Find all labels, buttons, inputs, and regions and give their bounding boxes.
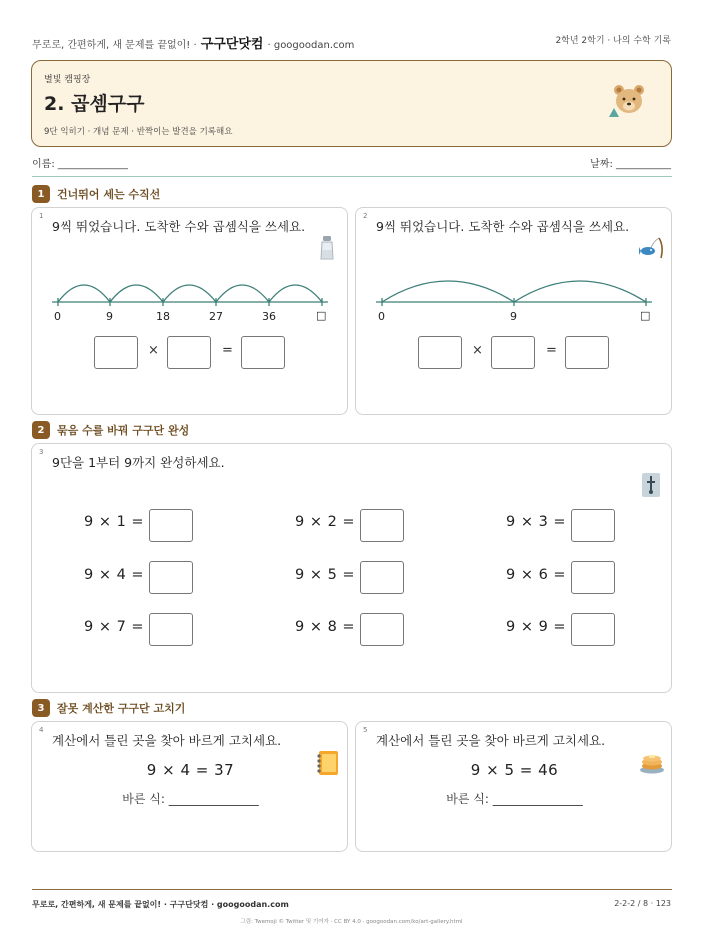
footer-page-code: 2-2-2 / 8 · 123 xyxy=(614,899,671,908)
question-number: 2 xyxy=(363,212,368,220)
salt-shaker-icon xyxy=(319,236,335,260)
section-label: 잘못 계산한 구구단 고치기 xyxy=(57,702,186,715)
answer-box[interactable] xyxy=(360,613,404,646)
times-table-item: 9 × 8 = xyxy=(295,619,356,635)
times-sign: × xyxy=(472,343,483,358)
footer-credit: 그림: Twemoji © Twitter 및 기여자 · CC BY 4.0 · googoodan.com/ko/art-gallery.html xyxy=(240,919,463,925)
answer-box[interactable] xyxy=(565,336,609,369)
times-table-item: 9 × 4 = xyxy=(84,567,145,583)
section-label: 건너뛰어 세는 수직선 xyxy=(57,188,161,201)
section-number: 2 xyxy=(32,421,50,439)
tick-label: 9 xyxy=(510,310,517,323)
title-box xyxy=(31,60,672,147)
section-2-heading xyxy=(32,421,189,439)
answer-box[interactable] xyxy=(149,561,193,594)
page-title: 2. 곱셈구구 xyxy=(44,93,145,115)
section-number: 3 xyxy=(32,699,50,717)
camp-label: 별빛 캠핑장 xyxy=(44,75,91,85)
question-card-5 xyxy=(355,721,672,852)
tick-label-unknown: □ xyxy=(640,309,651,322)
tick-label: 27 xyxy=(209,310,223,323)
question-card-4 xyxy=(31,721,348,852)
answer-box[interactable] xyxy=(418,336,462,369)
times-table-item: 9 × 7 = xyxy=(84,619,145,635)
section-3-heading xyxy=(32,699,185,717)
footer-left: 무로로, 간편하게, 새 문제를 끝없이! · 구구단닷컴 · googoodan.com xyxy=(32,900,289,909)
times-table-item: 9 × 5 = xyxy=(295,567,356,583)
answer-box[interactable] xyxy=(571,509,615,542)
bear-icon xyxy=(607,83,649,119)
times-sign: × xyxy=(148,343,159,358)
number-line-1 xyxy=(32,268,349,318)
tick-label: 9 xyxy=(106,310,113,323)
correct-equation-blank: 바른 식: _______________ xyxy=(446,792,583,806)
answer-box[interactable] xyxy=(149,613,193,646)
wrong-equation: 9 × 4 = 37 xyxy=(146,761,235,779)
answer-box[interactable] xyxy=(149,509,193,542)
answer-box[interactable] xyxy=(241,336,285,369)
footer-divider xyxy=(32,889,672,890)
section-1-heading xyxy=(32,185,160,203)
question-text: 9씩 뛰었습니다. 도착한 수와 곱셈식을 쓰세요. xyxy=(376,219,630,234)
fishing-pole-icon xyxy=(639,236,665,260)
correct-equation-blank: 바른 식: _______________ xyxy=(122,792,259,806)
wrong-equation: 9 × 5 = 46 xyxy=(470,761,559,779)
answer-box[interactable] xyxy=(360,509,404,542)
question-text: 계산에서 틀린 곳을 찾아 바르게 고치세요. xyxy=(52,733,282,748)
header-slogan-group xyxy=(32,33,354,52)
times-table-item: 9 × 6 = xyxy=(506,567,567,583)
tick-label-unknown: □ xyxy=(316,309,327,322)
tick-label: 36 xyxy=(262,310,276,323)
header-slogan: 무로로, 간편하게, 새 문제를 끝없이! · xyxy=(32,40,197,51)
answer-box[interactable] xyxy=(94,336,138,369)
question-card-1 xyxy=(31,207,348,415)
times-table-item: 9 × 2 = xyxy=(295,514,356,530)
header-brand: 구구단닷컴 xyxy=(200,37,264,52)
answer-box[interactable] xyxy=(571,613,615,646)
question-number: 4 xyxy=(39,726,44,734)
header-site: · googoodan.com xyxy=(267,40,355,51)
thermometer-icon xyxy=(642,473,660,497)
page-subtitle: 9단 익히기 · 개념 문제 · 반짝이는 발견을 기록해요 xyxy=(44,127,233,137)
question-text: 9씩 뛰었습니다. 도착한 수와 곱셈식을 쓰세요. xyxy=(52,219,306,234)
equals-sign: = xyxy=(222,343,233,358)
times-table-item: 9 × 1 = xyxy=(84,514,145,530)
date-field: 날짜: ___________ xyxy=(590,159,671,170)
equals-sign: = xyxy=(546,343,557,358)
question-number: 5 xyxy=(363,726,368,734)
times-table-item: 9 × 9 = xyxy=(506,619,567,635)
header-grade: 2학년 2학기 · 나의 수학 기록 xyxy=(555,36,671,46)
answer-box[interactable] xyxy=(360,561,404,594)
tick-label: 0 xyxy=(378,310,385,323)
answer-box[interactable] xyxy=(167,336,211,369)
section-number: 1 xyxy=(32,185,50,203)
tick-label: 0 xyxy=(54,310,61,323)
question-text: 9단을 1부터 9까지 완성하세요. xyxy=(52,455,225,470)
answer-box[interactable] xyxy=(491,336,535,369)
divider xyxy=(32,176,672,177)
question-card-2 xyxy=(355,207,672,415)
question-number: 3 xyxy=(39,448,44,456)
question-text: 계산에서 틀린 곳을 찾아 바르게 고치세요. xyxy=(376,733,606,748)
times-table-item: 9 × 3 = xyxy=(506,514,567,530)
question-number: 1 xyxy=(39,212,44,220)
question-card-3 xyxy=(31,443,672,693)
name-field: 이름: ______________ xyxy=(32,159,128,170)
answer-box[interactable] xyxy=(571,561,615,594)
section-label: 묶음 수를 바꿔 구구단 완성 xyxy=(57,424,190,437)
tick-label: 18 xyxy=(156,310,170,323)
